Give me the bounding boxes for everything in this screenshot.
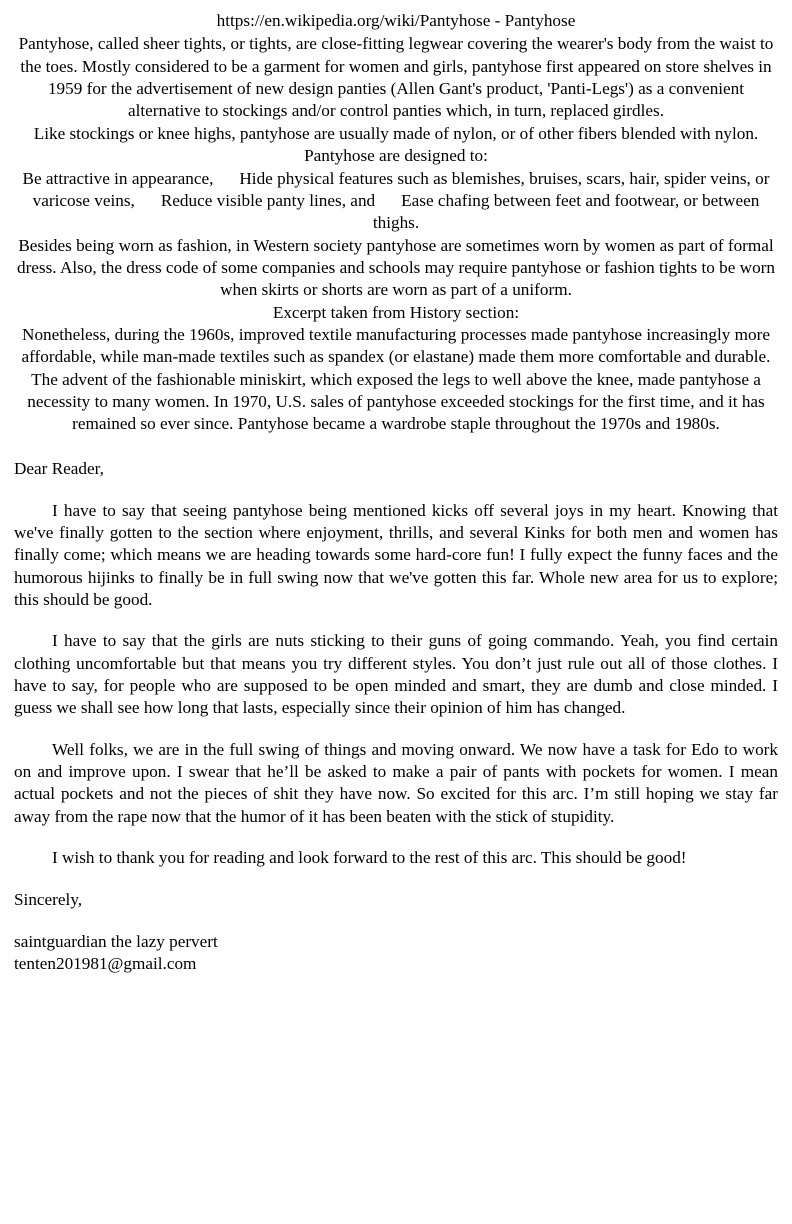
letter-paragraph-1: I have to say that seeing pantyhose being mentioned kicks off several joys in my heart. Knowing that we've finally gotten to the section where enjoyment, thrills, and several Kinks for both men and women has finally come; which means we are heading towards some hard-core fun! I fully expect the funny faces and the humorous hijinks to finally be in full swing now that we've gotten this far. Whole new area for us to explore; this should be good. <box>14 500 778 609</box>
designed-to-heading: Pantyhose are designed to: <box>304 146 488 166</box>
letter-paragraph-4: I wish to thank you for reading and look forward to the rest of this arc. This should be good! <box>52 848 687 868</box>
section-spacer <box>14 436 778 458</box>
letter-body <box>14 458 778 976</box>
letter-closing: Sincerely, <box>14 889 83 909</box>
intro-paragraph-2: Like stockings or knee highs, pantyhose are usually made of nylon, or of other fibers blended with nylon. <box>33 123 759 143</box>
history-paragraph: Nonetheless, during the 1960s, improved textile manufacturing processes made pantyhose increasingly more affordable, while man-made textiles such as spandex (or elastane) made them more comfortable and durable. The advent of the fashionable miniskirt, which exposed the legs to well above the knee, made pantyhose a necessity to many women. In 1970, U.S. sales of pantyhose exceeded stockings for the first time, and it has remained so ever since. Pantyhose became a wardrobe staple throughout the 1970s and 1980s. <box>21 325 771 434</box>
excerpt-heading: Excerpt taken from History section: <box>272 302 520 322</box>
signature-email: tenten201981@gmail.com <box>14 954 197 974</box>
designed-to-list <box>14 168 778 235</box>
letter-paragraph-3: Well folks, we are in the full swing of things and moving onward. We now have a task for Edo to work on and improve upon. I swear that he’ll be asked to make a pair of pants with pockets for women. I mean actual pockets and not the pieces of shit they have now. So excited for this arc. I’m still hoping we stay far away from the rape now that the humor of it has been beaten with the stick of stupidity. <box>14 739 778 826</box>
designed-item-2: Reduce visible panty lines, and <box>160 190 376 210</box>
intro-paragraph-1: Pantyhose, called sheer tights, or tights, are close-fitting legwear covering the wearer's body from the waist to the toes. Mostly considered to be a garment for women and girls, pantyhose first appeared on store shelves in 1959 for the advertisement of new design panties (Allen Gant's product, 'Panti-Legs') as a convenient alternative to stockings and/or control panties which, in turn, replaced girdles. <box>18 34 774 121</box>
letter-salutation: Dear Reader, <box>14 458 104 478</box>
paragraph-spacer <box>14 720 778 739</box>
designed-item-3: Ease chafing between feet and footwear, or between thighs. <box>372 190 760 233</box>
designed-item-0: Be attractive in appearance, <box>22 168 214 188</box>
source-url-line: https://en.wikipedia.org/wiki/Pantyhose - Pantyhose <box>216 11 576 30</box>
paragraph-spacer <box>14 611 778 630</box>
paragraph-spacer <box>14 828 778 847</box>
paragraph-spacer <box>14 912 778 931</box>
signature-name: saintguardian the lazy pervert <box>14 931 218 951</box>
designed-item-1: Hide physical features such as blemishes, bruises, scars, hair, spider veins, or varicose veins, <box>32 168 770 210</box>
paragraph-spacer <box>14 481 778 500</box>
paragraph-spacer <box>14 870 778 889</box>
intro-paragraph-3: Besides being worn as fashion, in Western society pantyhose are sometimes worn by women as part of formal dress. Also, the dress code of some companies and schools may require pantyhose or fashion tights to be worn when skirts or shorts are worn as part of a uniform. <box>16 235 775 300</box>
letter-paragraph-2: I have to say that the girls are nuts sticking to their guns of going commando. Yeah, you find certain clothing uncomfortable but that means you try different styles. You don’t just rule out all of those clothes. I have to say, for people who are supposed to be open minded and smart, they are dumb and close minded. I guess we shall see how long that lasts, especially since their opinion of him has changed. <box>14 631 778 718</box>
